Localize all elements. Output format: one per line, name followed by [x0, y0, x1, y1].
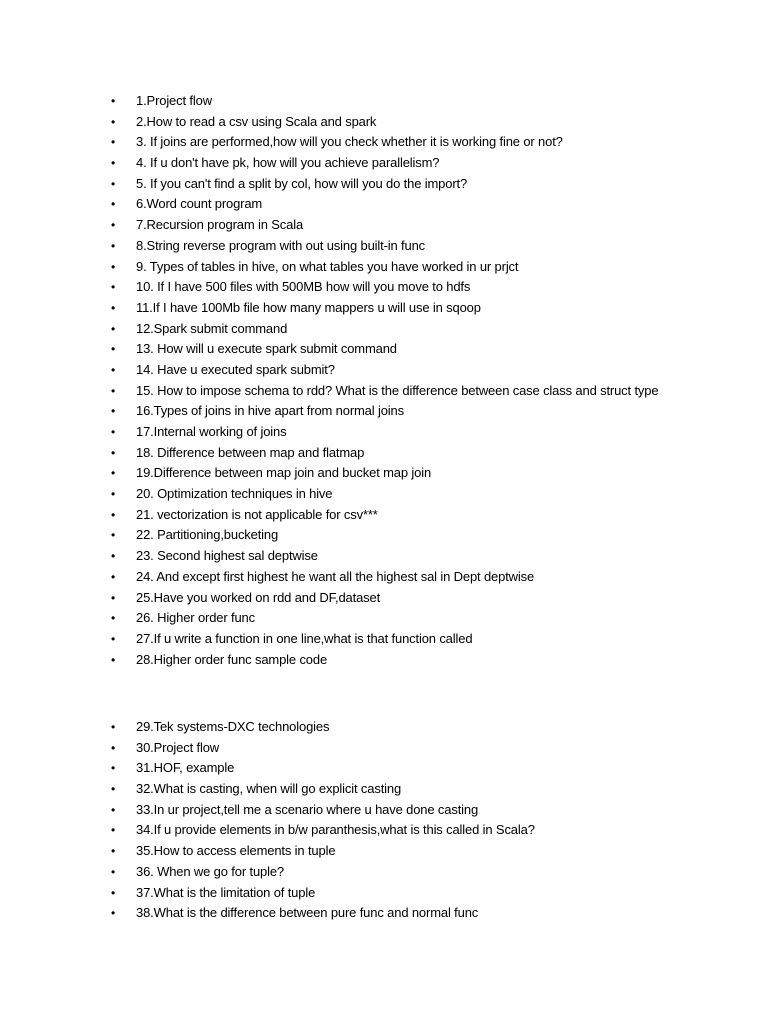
bullet-icon: • — [111, 300, 116, 315]
bullet-icon: • — [111, 445, 116, 460]
list-item — [0, 360, 768, 381]
bullet-icon: • — [111, 466, 116, 481]
list-item — [0, 319, 768, 340]
question-text: 20. Optimization techniques in hive — [136, 486, 333, 502]
bullet-icon: • — [111, 720, 116, 734]
bullet-icon: • — [111, 611, 116, 626]
list-item — [0, 903, 768, 924]
bullet-icon: • — [111, 197, 116, 212]
list-item — [0, 883, 768, 904]
question-text: 7.Recursion program in Scala — [136, 217, 304, 233]
bullet-icon: • — [111, 652, 116, 667]
question-text: 38.What is the difference between pure func and normal func — [136, 905, 479, 921]
bullet-icon: • — [111, 218, 116, 233]
list-item — [0, 608, 768, 629]
list-item — [0, 91, 768, 112]
list-item — [0, 443, 768, 464]
bullet-icon: • — [111, 94, 116, 108]
list-item — [0, 298, 768, 319]
question-text: 16.Types of joins in hive apart from normal joins — [136, 403, 404, 419]
question-text: 27.If u write a function in one line,what is that function called — [136, 630, 473, 646]
question-text: 9. Types of tables in hive, on what tables you have worked in ur prjct — [136, 258, 519, 274]
question-text: 29.Tek systems-DXC technologies — [136, 719, 330, 734]
question-text: 24. And except first highest he want all the highest sal in Dept deptwise — [136, 568, 535, 584]
bullet-icon: • — [111, 590, 116, 605]
bullet-icon: • — [111, 740, 116, 755]
question-text: 25.Have you worked on rdd and DF,dataset — [136, 589, 381, 605]
bullet-icon: • — [111, 259, 116, 274]
question-text: 4. If u don't have pk, how will you achieve parallelism? — [136, 155, 440, 171]
list-item — [0, 257, 768, 278]
list-item — [0, 277, 768, 298]
list-item — [0, 588, 768, 609]
question-text: 14. Have u executed spark submit? — [136, 361, 335, 377]
bullet-icon: • — [111, 362, 116, 377]
bullet-icon: • — [111, 885, 116, 900]
bullet-icon: • — [111, 823, 116, 838]
bullet-icon: • — [111, 342, 116, 357]
question-text: 37.What is the limitation of tuple — [136, 884, 316, 900]
list-item — [0, 381, 768, 402]
bullet-icon: • — [111, 864, 116, 879]
bullet-icon: • — [111, 238, 116, 253]
list-item — [0, 112, 768, 133]
question-text: 30.Project flow — [136, 739, 220, 755]
bullet-icon: • — [111, 114, 116, 129]
list-item — [0, 153, 768, 174]
bullet-icon: • — [111, 176, 116, 191]
question-text: 18. Difference between map and flatmap — [136, 444, 365, 460]
list-item — [0, 401, 768, 422]
list-item — [0, 779, 768, 800]
bullet-icon: • — [111, 802, 116, 817]
question-text: 35.How to access elements in tuple — [136, 843, 336, 859]
bullet-icon: • — [111, 782, 116, 797]
bullet-icon: • — [111, 844, 116, 859]
question-text: 1.Project flow — [136, 93, 212, 108]
list-item — [0, 505, 768, 526]
question-text: 36. When we go for tuple? — [136, 863, 285, 879]
question-text: 32.What is casting, when will go explicit casting — [136, 781, 402, 797]
list-item — [0, 463, 768, 484]
list-item — [0, 174, 768, 195]
question-text: 8.String reverse program with out using built-in func — [136, 237, 426, 253]
question-text: 13. How will u execute spark submit command — [136, 341, 397, 357]
list-item — [0, 717, 768, 738]
question-text: 33.In ur project,tell me a scenario where u have done casting — [136, 801, 479, 817]
question-list-1 — [0, 91, 768, 670]
list-item — [0, 841, 768, 862]
bullet-icon: • — [111, 528, 116, 543]
bullet-icon: • — [111, 404, 116, 419]
list-item — [0, 546, 768, 567]
bullet-icon: • — [111, 425, 116, 439]
bullet-icon: • — [111, 156, 116, 171]
question-text: 6.Word count program — [136, 196, 263, 212]
list-item — [0, 236, 768, 257]
bullet-icon: • — [111, 135, 116, 150]
question-text: 19.Difference between map join and bucket map join — [136, 465, 432, 481]
question-text: 23. Second highest sal deptwise — [136, 548, 318, 564]
list-item — [0, 650, 768, 671]
bullet-icon: • — [111, 906, 116, 921]
bullet-icon: • — [111, 761, 116, 776]
question-text: 15. How to impose schema to rdd? What is the difference between case class and struct type — [136, 382, 659, 398]
list-item — [0, 339, 768, 360]
bullet-icon: • — [111, 280, 116, 295]
list-item — [0, 629, 768, 650]
question-text: 22. Partitioning,bucketing — [136, 527, 279, 543]
bullet-icon: • — [111, 383, 116, 398]
list-item — [0, 132, 768, 153]
question-text: 26. Higher order func — [136, 610, 255, 626]
list-item — [0, 484, 768, 505]
list-item — [0, 738, 768, 759]
bullet-icon: • — [111, 631, 116, 646]
question-text: 3. If joins are performed,how will you check whether it is working fine or not? — [136, 134, 563, 150]
question-text: 2.How to read a csv using Scala and spark — [136, 113, 377, 129]
bullet-icon: • — [111, 569, 116, 584]
question-text: 10. If I have 500 files with 500MB how will you move to hdfs — [136, 279, 471, 295]
list-item — [0, 525, 768, 546]
bullet-icon: • — [111, 487, 116, 502]
question-list-2 — [0, 717, 768, 924]
list-item — [0, 194, 768, 215]
question-text: 31.HOF, example — [136, 760, 235, 776]
bullet-icon: • — [111, 321, 116, 336]
bullet-icon: • — [111, 549, 116, 564]
bullet-icon: • — [111, 507, 116, 522]
question-text: 5. If you can't find a split by col, how will you do the import? — [136, 175, 468, 191]
question-text: 21. vectorization is not applicable for csv*** — [136, 506, 378, 522]
question-text: 17.Internal working of joins — [136, 424, 287, 439]
question-text: 12.Spark submit command — [136, 320, 288, 336]
list-item — [0, 758, 768, 779]
list-item — [0, 820, 768, 841]
question-text: 34.If u provide elements in b/w paranthesis,what is this called in Scala? — [136, 822, 535, 838]
question-text: 11.If I have 100Mb file how many mappers u will use in sqoop — [136, 299, 481, 315]
list-item — [0, 567, 768, 588]
list-item — [0, 800, 768, 821]
list-item — [0, 215, 768, 236]
question-text: 28.Higher order func sample code — [136, 651, 328, 667]
list-item — [0, 422, 768, 443]
list-item — [0, 862, 768, 883]
